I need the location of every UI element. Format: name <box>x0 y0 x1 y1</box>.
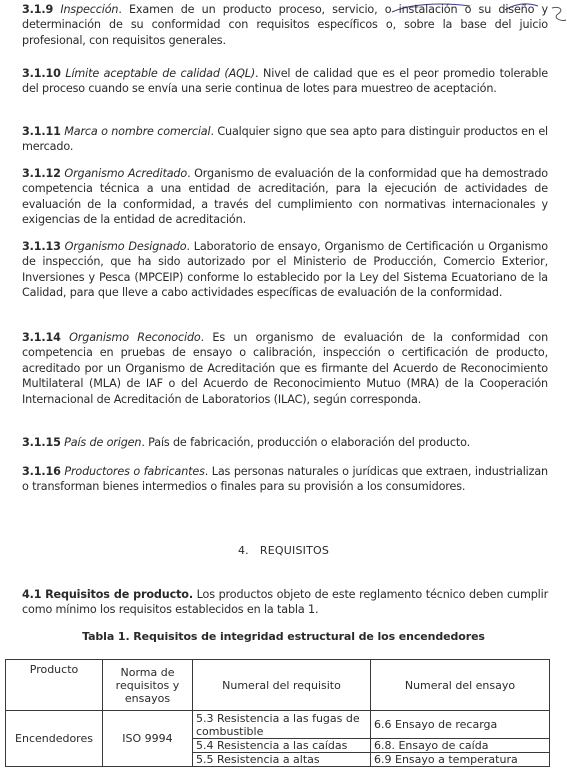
table-header-row <box>6 660 550 711</box>
section-heading: 4. REQUISITOS <box>237 544 330 557</box>
definition-3-1-12: 3.1.12 Organismo Acreditado. Organismo de evaluación de la conformidad que ha demostrado competencia técnica a una entidad de acreditación, para la ejecución de actividades de evaluación de la conformidad, a través del cumplimiento con normativas internacionales y exigencias de la entidad de acreditación. <box>22 167 549 227</box>
definition-3-1-13: 3.1.13 Organismo Designado. Laboratorio de ensayo, Organismo de Certificación u Organismo de inspección, que ha sido autorizado por el Ministerio de Producción, Comercio Exterior, Inversiones y Pesca (MPCEIP) conforme lo establecido por la Ley del Sistema Ecuatoriano de la Calidad, para que lleve a cabo actividades específicas de evaluación de la conformidad. <box>22 240 548 300</box>
cell-product: Encendedores <box>6 711 103 767</box>
requirements-table <box>5 659 550 767</box>
definition-3-1-14: 3.1.14 Organismo Reconocido. Es un organismo de evaluación de la conformidad con competencia en pruebas de ensayo o calibración, inspección o certificación de producto, acreditado por un Organismo de Acreditación que es firmante del Acuerdo de Reconocimiento Multilateral (MLA) de IAF o del Acuerdo de Reconocimiento Mutuo (MRA) de la Cooperación Internacional de Acreditación de Laboratorios (ILAC), según corresponda. <box>22 331 549 406</box>
definition-3-1-9: 3.1.9 Inspección. Examen de un producto proceso, servicio, o instalación o su diseño y determinación de su conformidad con requisitos específicos o, sobre la base del juicio profesional, con requisitos generales. <box>22 3 549 47</box>
cell-requirement: 5.4 Resistencia a las caídas <box>193 739 371 753</box>
requirement-number: 4.1 <box>22 588 42 601</box>
cell-test: 6.8. Ensayo de caída <box>371 739 550 753</box>
header-product: Producto <box>6 660 103 711</box>
table-row <box>6 711 550 739</box>
header-test-numeral: Numeral del ensayo <box>371 660 550 711</box>
cell-test: 6.6 Ensayo de recarga <box>371 711 550 739</box>
cell-requirement: 5.3 Resistencia a las fugas de combustible <box>193 711 371 739</box>
cell-standard: ISO 9994 <box>103 711 193 767</box>
header-requirement-numeral: Numeral del requisito <box>193 660 371 711</box>
requirement-text: Los productos objeto de este reglamento técnico deben cumplir como mínimo los requisitos establecidos en la tabla 1. <box>22 588 549 617</box>
definition-3-1-11: 3.1.11 Marca o nombre comercial. Cualquier signo que sea apto para distinguir productos en el mercado. <box>22 125 549 154</box>
cell-test: 6.9 Ensayo a temperatura <box>371 753 550 767</box>
header-standard: Norma de requisitos y ensayos <box>103 660 193 711</box>
table-caption: Tabla 1. Requisitos de integridad estructural de los encendedores <box>82 630 485 643</box>
requirement-4-1 <box>22 587 548 618</box>
definition-3-1-15: 3.1.15 País de origen. País de fabricación, producción o elaboración del producto. <box>22 436 471 449</box>
definition-3-1-16: 3.1.16 Productores o fabricantes. Las personas naturales o jurídicas que extraen, industrializan o transforman bienes intermedios o finales para su provisión a los consumidores. <box>22 465 548 494</box>
page-bottom-edge <box>0 773 567 777</box>
cell-requirement: 5.5 Resistencia a altas <box>193 753 371 767</box>
definition-3-1-10: 3.1.10 Límite aceptable de calidad (AQL). Nivel de calidad que es el peor promedio tolerable del proceso cuando se envía una serie continua de lotes para muestreo de aceptación. <box>22 67 549 96</box>
requirement-title: Requisitos de producto. <box>45 588 193 601</box>
